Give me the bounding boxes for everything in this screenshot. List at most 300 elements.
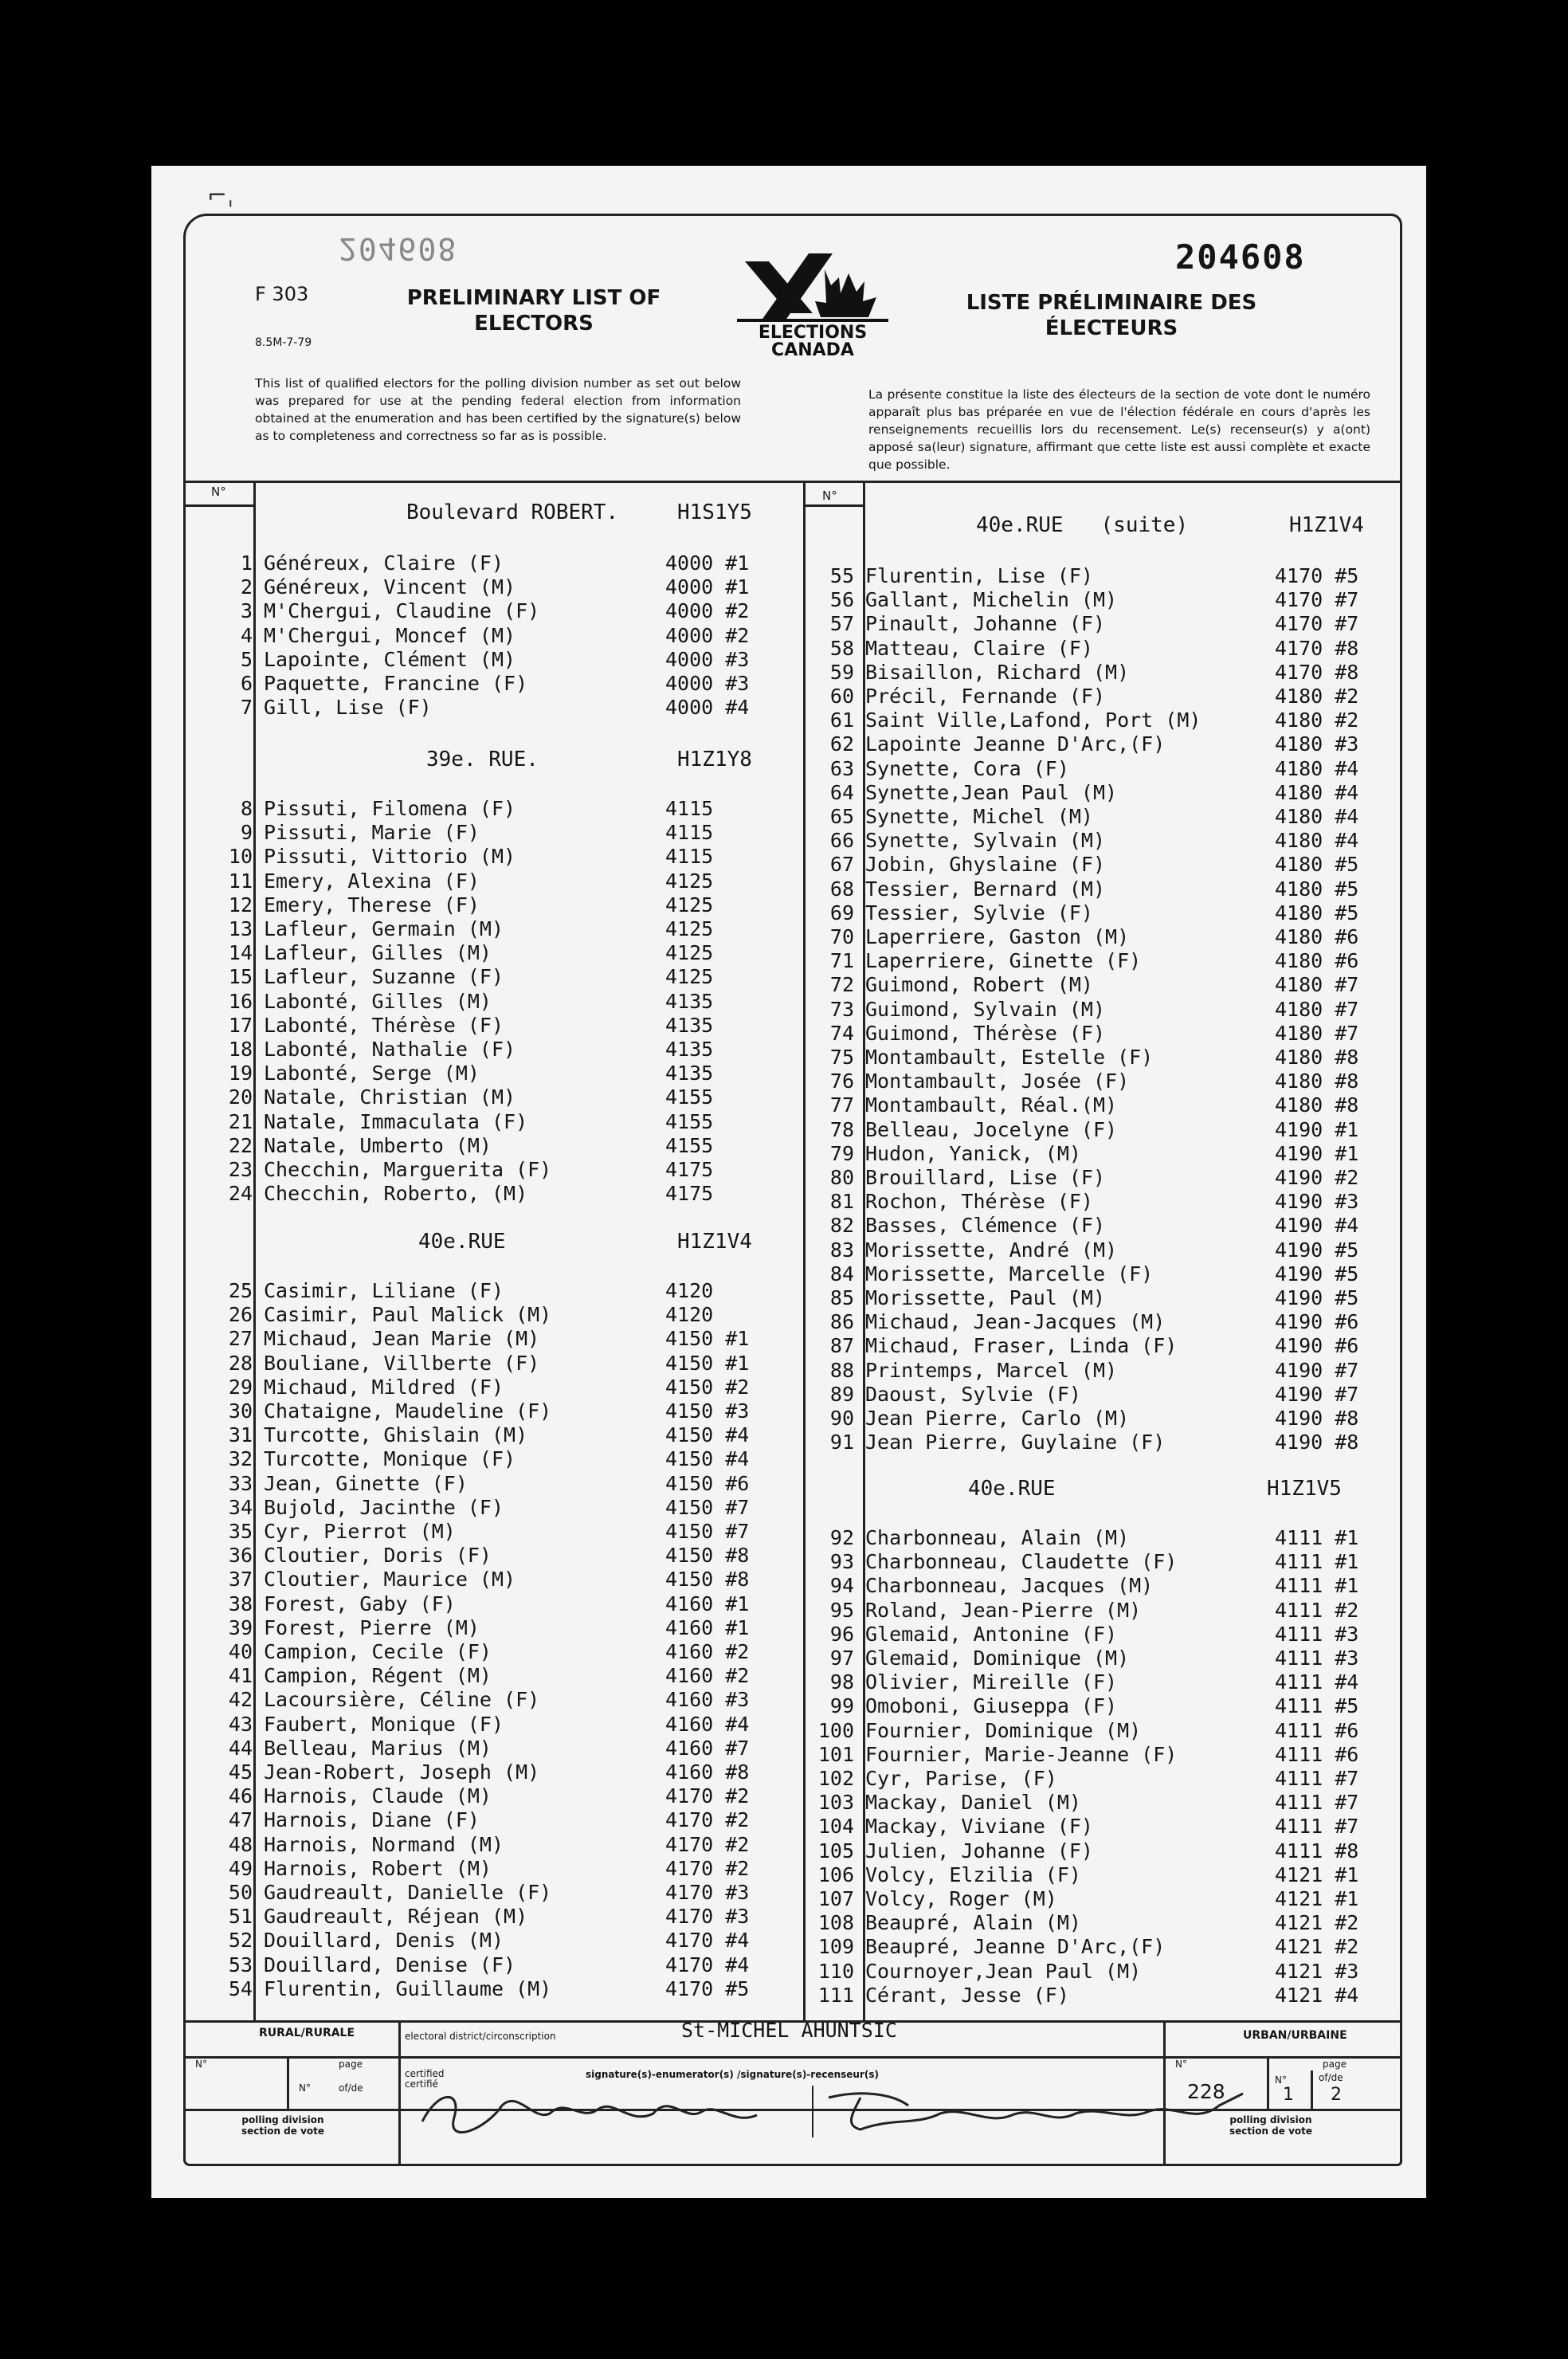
elector-address: 4190 #1: [1275, 1117, 1359, 1141]
elector-address: 4180 #4: [1275, 805, 1359, 828]
elector-number: 42: [228, 1688, 253, 1712]
elector-row: [228, 893, 793, 917]
elector-number: 106: [817, 1862, 854, 1886]
elector-number: 85: [829, 1286, 854, 1309]
postal-code-h1s1y5: H1S1Y5: [677, 500, 752, 524]
elector-row: [829, 1670, 1402, 1694]
elector-number: 101: [817, 1742, 854, 1766]
elector-row: [829, 1238, 1402, 1262]
elector-address: 4125: [665, 941, 714, 965]
elector-address: 4170 #2: [665, 1808, 750, 1832]
elector-number: 97: [829, 1647, 854, 1670]
elector-number: 94: [829, 1574, 854, 1598]
elector-number: 20: [228, 1085, 253, 1109]
elector-number: 31: [228, 1423, 253, 1447]
elector-name: Casimir, Paul Malick (M): [264, 1303, 552, 1327]
elector-address: 4180 #3: [1275, 732, 1359, 756]
enumerator-signatures: [414, 2082, 1315, 2141]
elector-name: Synette,Jean Paul (M): [865, 780, 1118, 804]
elector-address: 4170 #5: [1275, 564, 1359, 587]
elector-row: [240, 672, 793, 696]
elector-name: Julien, Johanne (F): [865, 1839, 1093, 1862]
elector-row: [829, 732, 1402, 756]
elector-address: 4160 #7: [665, 1736, 750, 1760]
elector-number: 107: [817, 1887, 854, 1910]
elector-row: [240, 623, 793, 648]
elector-name: Généreux, Claire (F): [264, 551, 504, 575]
elector-address: 4170 #4: [665, 1953, 750, 1976]
elector-address: 4180 #5: [1275, 853, 1359, 877]
elector-number: 47: [228, 1808, 253, 1832]
elector-address: 4000 #2: [665, 623, 750, 647]
elector-number: 95: [829, 1598, 854, 1622]
elector-name: Belleau, Jocelyne (F): [865, 1117, 1118, 1141]
elector-row: [228, 1327, 793, 1351]
table-top-rule: [183, 481, 1402, 483]
elector-number: 10: [228, 845, 253, 869]
elector-name: Douillard, Denis (M): [264, 1929, 504, 1953]
elector-address: 4180 #8: [1275, 1093, 1359, 1117]
elector-name: Chataigne, Maudeline (F): [264, 1399, 552, 1423]
elector-name: Lapointe Jeanne D'Arc,(F): [865, 732, 1166, 756]
elector-address: 4190 #1: [1275, 1141, 1359, 1165]
elector-address: 4160 #2: [665, 1664, 750, 1688]
elector-number: 68: [829, 877, 854, 901]
elector-row: [228, 1976, 793, 2001]
elector-address: 4190 #5: [1275, 1238, 1359, 1262]
elector-name: Cloutier, Doris (F): [264, 1544, 492, 1568]
elector-number: 34: [228, 1495, 253, 1519]
elector-number: 40: [228, 1640, 253, 1663]
elector-row: [228, 1471, 793, 1496]
elector-name: Montambault, Josée (F): [865, 1070, 1130, 1093]
elector-number: 74: [829, 1021, 854, 1045]
elector-number: 12: [228, 893, 253, 917]
elector-address: 4160 #4: [665, 1712, 750, 1736]
elector-address: 4111 #3: [1275, 1622, 1359, 1646]
elector-name: Glemaid, Dominique (M): [865, 1647, 1130, 1670]
elector-name: Lafleur, Gilles (M): [264, 941, 492, 965]
signature-label: signature(s)-enumerator(s) /signature(s)-recenseur(s): [586, 2069, 879, 2080]
elector-name: Morissette, André (M): [865, 1238, 1118, 1262]
postal-code-h1z1v5: H1Z1V5: [1267, 1477, 1342, 1501]
rural-label: RURAL/RURALE: [259, 2027, 355, 2039]
elector-address: 4115: [665, 845, 714, 869]
elector-address: 4160 #2: [665, 1640, 750, 1663]
elector-number: 26: [228, 1303, 253, 1327]
elector-address: 4150 #1: [665, 1327, 750, 1351]
elector-number: 73: [829, 997, 854, 1021]
elector-row: [817, 1791, 1402, 1815]
elector-row: [228, 1038, 793, 1062]
elector-name: Beaupré, Jeanne D'Arc,(F): [865, 1935, 1166, 1959]
elector-address: 4121 #1: [1275, 1887, 1359, 1910]
elector-address: 4111 #6: [1275, 1718, 1359, 1742]
elector-row: [829, 1141, 1402, 1166]
elector-row: [240, 696, 793, 720]
elector-number: 108: [817, 1911, 854, 1935]
elector-row: [829, 660, 1402, 685]
elector-name: Bisaillon, Richard (M): [865, 660, 1130, 684]
elector-name: Checchin, Roberto, (M): [264, 1182, 528, 1206]
elector-address: 4170 #2: [665, 1832, 750, 1856]
elector-address: 4000 #2: [665, 599, 750, 623]
elector-number: 110: [817, 1959, 854, 1983]
elector-name: Laperriere, Gaston (M): [865, 925, 1130, 948]
elector-row: [829, 1694, 1402, 1718]
elector-row: [240, 797, 793, 821]
elector-address: 4190 #6: [1275, 1310, 1359, 1334]
elector-address: 4111 #1: [1275, 1574, 1359, 1598]
elector-name: Jobin, Ghyslaine (F): [865, 853, 1106, 877]
right-number-column-header: N°: [822, 489, 837, 503]
elector-name: Campion, Cecile (F): [264, 1640, 492, 1663]
elector-address: 4150 #8: [665, 1568, 750, 1592]
elector-name: Fournier, Dominique (M): [865, 1718, 1142, 1742]
elector-address: 4135: [665, 989, 714, 1013]
elector-name: Montambault, Estelle (F): [865, 1046, 1154, 1069]
elector-row: [829, 1382, 1402, 1407]
elector-number: 109: [817, 1935, 854, 1959]
elector-address: 4150 #6: [665, 1471, 750, 1495]
elector-number: 50: [228, 1881, 253, 1904]
electors-list-sheet: [151, 166, 1426, 2198]
elector-number: 41: [228, 1664, 253, 1688]
left-col-header-rule: [183, 504, 255, 507]
elector-address: 4170 #2: [665, 1856, 750, 1880]
elector-row: [228, 1495, 793, 1520]
elector-name: Roland, Jean-Pierre (M): [865, 1598, 1142, 1622]
elector-row: [829, 756, 1402, 781]
elector-name: Forest, Pierre (M): [264, 1615, 480, 1639]
elector-name: Labonté, Gilles (M): [264, 989, 492, 1013]
elector-name: Brouillard, Lise (F): [865, 1166, 1106, 1189]
elector-name: Michaud, Fraser, Linda (F): [865, 1334, 1178, 1358]
elector-name: Checchin, Marguerita (F): [264, 1158, 552, 1181]
left-number-column-header: N°: [211, 485, 226, 499]
elector-name: Jean-Robert, Joseph (M): [264, 1760, 540, 1784]
elector-name: Volcy, Elzilia (F): [865, 1862, 1081, 1886]
elector-number: 77: [829, 1093, 854, 1117]
elector-number: 38: [228, 1592, 253, 1615]
elector-number: 4: [240, 623, 253, 647]
elector-address: 4190 #2: [1275, 1166, 1359, 1189]
elector-number: 81: [829, 1190, 854, 1214]
elector-address: 4155: [665, 1085, 714, 1109]
elector-row: [228, 1423, 793, 1447]
urban-page-no-label: N°: [1275, 2074, 1287, 2086]
elector-number: 16: [228, 989, 253, 1013]
elector-name: Michaud, Jean-Jacques (M): [865, 1310, 1166, 1334]
elector-row: [228, 1905, 793, 1929]
elector-address: 4111 #7: [1275, 1791, 1359, 1815]
rural-no-label: N°: [195, 2059, 207, 2070]
elector-row: [829, 925, 1402, 949]
elector-number: 6: [240, 672, 253, 695]
elector-name: Mackay, Daniel (M): [865, 1791, 1081, 1815]
elector-address: 4190 #5: [1275, 1286, 1359, 1309]
elector-number: 22: [228, 1133, 253, 1157]
elector-address: 4170 #8: [1275, 636, 1359, 660]
elector-name: Harnois, Claude (M): [264, 1784, 492, 1808]
elector-number: 36: [228, 1544, 253, 1568]
elector-name: Gaudreault, Danielle (F): [264, 1881, 552, 1904]
elector-number: 49: [228, 1856, 253, 1880]
urban-page-label: page: [1323, 2059, 1347, 2070]
elector-address: 4160 #3: [665, 1688, 750, 1712]
elector-address: 4180 #7: [1275, 1021, 1359, 1045]
elector-name: Labonté, Serge (M): [264, 1062, 480, 1085]
elector-number: 63: [829, 756, 854, 780]
elector-row: [228, 1615, 793, 1640]
elector-row: [829, 1647, 1402, 1670]
street-header-boulevard-robert: Boulevard ROBERT.: [406, 500, 619, 524]
elector-number: 2: [240, 575, 253, 599]
elector-number: 48: [228, 1832, 253, 1856]
elector-row: [829, 780, 1402, 805]
elector-row: [228, 917, 793, 941]
elector-address: 4190 #4: [1275, 1214, 1359, 1238]
elector-row: [817, 1815, 1402, 1839]
elector-row: [228, 1784, 793, 1808]
elector-row: [228, 1520, 793, 1544]
elector-address: 4120: [665, 1303, 714, 1327]
elector-address: 4180 #4: [1275, 780, 1359, 804]
form-print-code: 8.5M-7-79: [255, 336, 312, 349]
elector-number: 90: [829, 1407, 854, 1430]
elector-number: 75: [829, 1046, 854, 1069]
rural-of-label: of/de: [339, 2082, 363, 2094]
elector-number: 11: [228, 869, 253, 893]
elections-canada-logo: [737, 245, 888, 365]
elector-row: [829, 1214, 1402, 1238]
elector-name: Daoust, Sylvie (F): [865, 1382, 1081, 1406]
elector-number: 98: [829, 1670, 854, 1694]
elector-address: 4160 #1: [665, 1592, 750, 1615]
elector-row: [829, 1046, 1402, 1070]
elector-number: 19: [228, 1062, 253, 1085]
elector-number: 32: [228, 1447, 253, 1471]
page-total: 2: [1331, 2085, 1342, 2105]
elector-row: [829, 1431, 1402, 1454]
elector-name: Synette, Michel (M): [865, 805, 1093, 828]
elector-row: [228, 1856, 793, 1881]
postal-code-h1z1y8: H1Z1Y8: [677, 748, 752, 771]
form-code: F 303: [255, 283, 309, 305]
elector-name: Jean Pierre, Guylaine (F): [865, 1431, 1166, 1454]
elector-name: Beaupré, Alain (M): [865, 1911, 1081, 1935]
elector-name: Labonté, Thérèse (F): [264, 1013, 504, 1037]
elector-name: Bouliane, Villberte (F): [264, 1351, 540, 1375]
elector-number: 8: [240, 797, 253, 820]
faded-document-number: 204608: [339, 231, 458, 266]
elector-row: [829, 685, 1402, 708]
elector-address: 4000 #1: [665, 575, 750, 599]
elector-name: Hudon, Yanick, (M): [865, 1141, 1081, 1165]
elector-address: 4121 #1: [1275, 1862, 1359, 1886]
elector-row: [228, 1544, 793, 1568]
elector-row: [817, 1742, 1402, 1767]
elector-name: M'Chergui, Claudine (F): [264, 599, 540, 623]
elector-name: Campion, Régent (M): [264, 1664, 492, 1688]
elector-address: 4111 #2: [1275, 1598, 1359, 1622]
elector-address: 4170 #3: [665, 1881, 750, 1904]
elector-name: Labonté, Nathalie (F): [264, 1038, 516, 1061]
elector-address: 4170 #5: [665, 1976, 750, 2000]
elector-name: Gaudreault, Réjean (M): [264, 1905, 528, 1929]
elector-address: 4111 #7: [1275, 1815, 1359, 1839]
elector-name: Tessier, Sylvie (F): [865, 901, 1093, 924]
elector-number: 29: [228, 1375, 253, 1399]
elector-address: 4170 #2: [665, 1784, 750, 1808]
polling-division-number: 228: [1187, 2080, 1225, 2103]
elector-number: 65: [829, 805, 854, 828]
elector-address: 4170 #4: [665, 1929, 750, 1953]
elector-address: 4155: [665, 1133, 714, 1157]
elector-row: [240, 575, 793, 599]
elector-number: 54: [228, 1976, 253, 2000]
elector-address: 4135: [665, 1013, 714, 1037]
elector-name: Basses, Clémence (F): [865, 1214, 1106, 1238]
elector-name: Cloutier, Maurice (M): [264, 1568, 516, 1592]
elector-address: 4180 #8: [1275, 1070, 1359, 1093]
elector-address: 4180 #4: [1275, 829, 1359, 853]
elector-row: [829, 829, 1402, 853]
elector-name: Cournoyer,Jean Paul (M): [865, 1959, 1142, 1983]
elector-row: [228, 1085, 793, 1109]
elector-row: [829, 1286, 1402, 1310]
elector-number: 44: [228, 1736, 253, 1760]
elector-name: Fournier, Marie-Jeanne (F): [865, 1742, 1178, 1766]
district-label: electoral district/circonscription: [405, 2031, 556, 2042]
elector-row: [228, 869, 793, 893]
elector-name: Guimond, Thérèse (F): [865, 1021, 1106, 1045]
elector-number: 83: [829, 1238, 854, 1262]
elector-name: Montambault, Réal.(M): [865, 1093, 1118, 1117]
elector-row: [228, 1062, 793, 1085]
elector-address: 4190 #7: [1275, 1382, 1359, 1406]
elector-address: 4180 #5: [1275, 901, 1359, 924]
elector-number: 61: [829, 708, 854, 732]
elector-address: 4170 #3: [665, 1905, 750, 1929]
elector-number: 91: [829, 1431, 854, 1454]
urban-label: URBAN/URBAINE: [1243, 2029, 1347, 2042]
elector-address: 4115: [665, 797, 714, 820]
elector-name: Morissette, Marcelle (F): [865, 1262, 1154, 1285]
elector-name: Glemaid, Antonine (F): [865, 1622, 1118, 1646]
elector-number: 105: [817, 1839, 854, 1862]
elector-address: 4111 #6: [1275, 1742, 1359, 1766]
postal-code-h1z1v4: H1Z1V4: [677, 1230, 752, 1254]
elector-name: Guimond, Robert (M): [865, 973, 1093, 997]
elector-name: Lafleur, Germain (M): [264, 917, 504, 940]
elector-name: Printemps, Marcel (M): [865, 1358, 1118, 1382]
elector-address: 4150 #7: [665, 1520, 750, 1543]
elector-row: [829, 997, 1402, 1022]
elector-row: [829, 805, 1402, 829]
elector-number: 56: [829, 588, 854, 612]
elector-row: [829, 1622, 1402, 1647]
elector-row: [829, 564, 1402, 588]
elector-name: Jean, Ginette (F): [264, 1471, 468, 1495]
elector-name: Pinault, Johanne (F): [865, 612, 1106, 636]
elector-address: 4150 #8: [665, 1544, 750, 1568]
elector-row: [817, 1911, 1402, 1935]
elector-name: Emery, Therese (F): [264, 893, 480, 917]
elector-name: Faubert, Monique (F): [264, 1712, 504, 1736]
elector-row: [228, 1158, 793, 1182]
elector-row: [829, 708, 1402, 732]
elector-row: [817, 1983, 1402, 2008]
elector-number: 67: [829, 853, 854, 877]
elector-address: 4125: [665, 917, 714, 940]
elector-row: [228, 1832, 793, 1857]
rural-page-label: page: [339, 2059, 363, 2070]
elector-name: Bujold, Jacinthe (F): [264, 1495, 504, 1519]
elector-number: 18: [228, 1038, 253, 1061]
elector-address: 4180 #2: [1275, 708, 1359, 732]
elector-address: 4111 #1: [1275, 1526, 1359, 1549]
elector-number: 3: [240, 599, 253, 623]
elector-number: 99: [829, 1694, 854, 1718]
elector-name: Charbonneau, Jacques (M): [865, 1574, 1154, 1598]
elector-row: [228, 989, 793, 1014]
elector-address: 4190 #6: [1275, 1334, 1359, 1358]
elector-row: [829, 1550, 1402, 1574]
elector-number: 64: [829, 780, 854, 804]
elector-address: 4160 #1: [665, 1615, 750, 1639]
elector-address: 4120: [665, 1279, 714, 1302]
elector-row: [829, 1070, 1402, 1093]
elector-row: [228, 1881, 793, 1905]
elector-number: 76: [829, 1070, 854, 1093]
elector-row: [240, 647, 793, 672]
elector-name: Synette, Sylvain (M): [865, 829, 1106, 853]
elector-row: [829, 973, 1402, 997]
elector-number: 72: [829, 973, 854, 997]
elector-row: [228, 1688, 793, 1712]
elector-address: 4180 #6: [1275, 925, 1359, 948]
elector-number: 39: [228, 1615, 253, 1639]
elector-name: Précil, Fernande (F): [865, 685, 1106, 708]
elector-number: 30: [228, 1399, 253, 1423]
elector-name: Belleau, Marius (M): [264, 1736, 492, 1760]
elector-number: 84: [829, 1262, 854, 1285]
elector-address: 4180 #5: [1275, 877, 1359, 901]
page-number: 1: [1283, 2085, 1294, 2105]
elector-number: 27: [228, 1327, 253, 1351]
elector-number: 43: [228, 1712, 253, 1736]
postal-code-h1z1v4-right: H1Z1V4: [1289, 513, 1364, 537]
elector-address: 4150 #1: [665, 1351, 750, 1375]
elector-row: [228, 1447, 793, 1471]
elector-name: Michaud, Jean Marie (M): [264, 1327, 540, 1351]
elector-row: [817, 1718, 1402, 1743]
elector-row: [829, 949, 1402, 973]
elector-row: [228, 1664, 793, 1688]
street-header-40e-rue: 40e.RUE: [418, 1230, 506, 1254]
elector-address: 4170 #8: [1275, 660, 1359, 684]
elector-row: [228, 1133, 793, 1158]
elector-row: [228, 965, 793, 989]
elector-name: Charbonneau, Alain (M): [865, 1526, 1130, 1549]
elector-number: 88: [829, 1358, 854, 1382]
elector-address: 4180 #4: [1275, 756, 1359, 780]
elector-number: 15: [228, 965, 253, 989]
intro-text-french: La présente constitue la liste des électeurs de la section de vote dont le numéro apparaît plus bas préparée en vue de l'élection fédérale en cours d'après les renseignements recueillis lors du recensement. Le(s) recenseur(s) y a(ont) apposé sa(leur) signature, affirmant que cette liste est aussi complète et exacte que possible.: [868, 387, 1370, 472]
right-col-header-rule: [803, 504, 864, 507]
elector-row: [228, 1351, 793, 1376]
